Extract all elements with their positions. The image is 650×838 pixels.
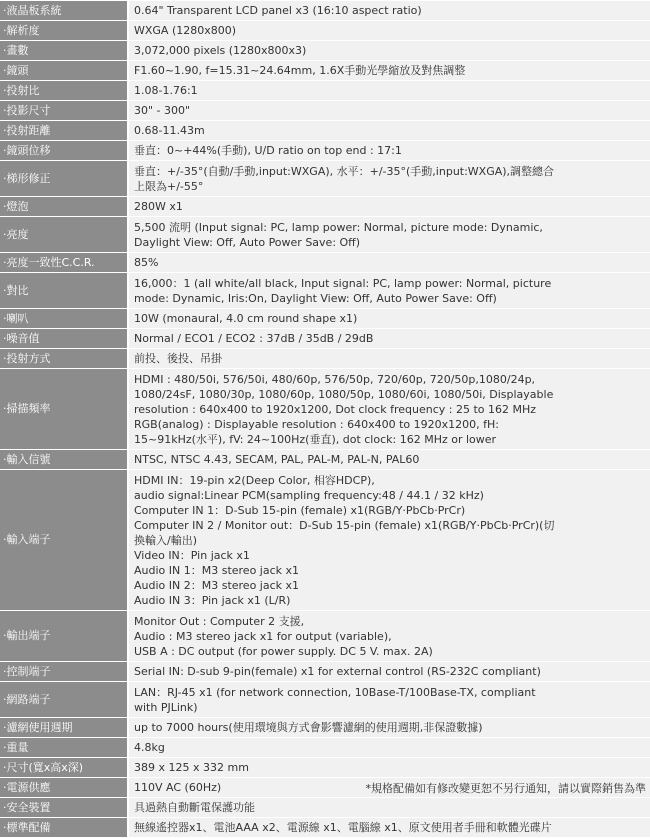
spec-value-line: 0.68-11.43m xyxy=(134,123,646,138)
spec-value-line: Audio IN 2：M3 stereo jack x1 xyxy=(134,578,646,593)
spec-value-line: Computer IN 1：D-Sub 15-pin (female) x1(RGB/Y·PbCb·PrCr) xyxy=(134,503,646,518)
spec-value xyxy=(128,61,650,81)
spec-row xyxy=(0,141,650,161)
spec-value xyxy=(128,197,650,217)
spec-row xyxy=(0,101,650,121)
spec-value-line: WXGA (1280x800) xyxy=(134,23,646,38)
spec-label: ‧重量 xyxy=(0,738,128,758)
spec-row xyxy=(0,470,650,611)
spec-label: ‧鏡頭位移 xyxy=(0,141,128,161)
spec-value-line: 3,072,000 pixels (1280x800x3) xyxy=(134,43,646,58)
spec-value xyxy=(128,81,650,101)
spec-value-line: 0.64" Transparent LCD panel x3 (16:10 aspect ratio) xyxy=(134,3,646,18)
spec-value-line: 110V AC (60Hz) xyxy=(134,780,646,795)
spec-value xyxy=(128,611,650,662)
spec-value-line: Audio IN 3：Pin jack x1 (L/R) xyxy=(134,593,646,608)
spec-value xyxy=(128,217,650,253)
spec-value xyxy=(128,329,650,349)
spec-value xyxy=(128,141,650,161)
spec-value-line: resolution : 640x400 to 1920x1200, Dot clock frequency : 25 to 162 MHz xyxy=(134,402,646,417)
spec-value xyxy=(128,1,650,21)
footnote: *規格配備如有修改變更恕不另行通知，請以實際銷售為準 xyxy=(366,780,647,796)
spec-row xyxy=(0,369,650,450)
spec-value-line: mode: Dynamic, Iris:On, Daylight View: Off, Auto Power Save: Off) xyxy=(134,291,646,306)
spec-value-line: 1080/24sF, 1080/30p, 1080/60p, 1080/50p, 1080/60i, 1080/50i, Displayable xyxy=(134,387,646,402)
spec-value xyxy=(128,738,650,758)
spec-label: ‧標準配備 xyxy=(0,818,128,838)
spec-label: ‧液晶板系統 xyxy=(0,1,128,21)
spec-value xyxy=(128,450,650,470)
spec-row xyxy=(0,61,650,81)
spec-value xyxy=(128,161,650,197)
spec-row xyxy=(0,81,650,101)
spec-value-line: Audio : M3 stereo jack x1 for output (variable), xyxy=(134,629,646,644)
spec-value xyxy=(128,41,650,61)
spec-value xyxy=(128,21,650,41)
spec-value-line: audio signal:Linear PCM(sampling frequency:48 / 44.1 / 32 kHz) xyxy=(134,488,646,503)
spec-row xyxy=(0,217,650,253)
spec-value-line: 30" - 300" xyxy=(134,103,646,118)
spec-label: ‧輸出端子 xyxy=(0,611,128,662)
spec-value-line: 4.8kg xyxy=(134,740,646,755)
spec-label: ‧亮度一致性C.C.R. xyxy=(0,253,128,273)
spec-row xyxy=(0,450,650,470)
spec-label: ‧網路端子 xyxy=(0,682,128,718)
spec-label: ‧掃描頻率 xyxy=(0,369,128,450)
spec-label: ‧輸入端子 xyxy=(0,470,128,611)
spec-value-line: 389 x 125 x 332 mm xyxy=(134,760,646,775)
spec-value-line: 15~91kHz(水平), fV: 24~100Hz(垂直), dot clock: 162 MHz or lower xyxy=(134,432,646,447)
spec-value-line: Daylight View: Off, Auto Power Save: Off) xyxy=(134,235,646,250)
spec-row xyxy=(0,41,650,61)
spec-value-line: HDMI IN：19-pin x2(Deep Color, 相容HDCP), xyxy=(134,473,646,488)
spec-row xyxy=(0,611,650,662)
spec-row xyxy=(0,253,650,273)
spec-value-line: 垂直：+/-35°(自動/手動,input:WXGA), 水平：+/-35°(手動,input:WXGA),調整總合 xyxy=(134,164,646,179)
spec-value-line: 1.08-1.76:1 xyxy=(134,83,646,98)
spec-value xyxy=(128,253,650,273)
spec-value xyxy=(128,101,650,121)
spec-value xyxy=(128,662,650,682)
spec-label: ‧電源供應 xyxy=(0,778,128,798)
spec-value-line: USB A : DC output (for power supply. DC 5 V. max. 2A) xyxy=(134,644,646,659)
spec-row xyxy=(0,21,650,41)
spec-value-line: NTSC, NTSC 4.43, SECAM, PAL, PAL-M, PAL-N, PAL60 xyxy=(134,452,646,467)
spec-label: ‧安全裝置 xyxy=(0,798,128,818)
spec-label: ‧濾網使用週期 xyxy=(0,718,128,738)
spec-row xyxy=(0,349,650,369)
spec-value-line: Normal / ECO1 / ECO2 : 37dB / 35dB / 29dB xyxy=(134,331,646,346)
spec-value xyxy=(128,369,650,450)
spec-value xyxy=(128,718,650,738)
spec-label: ‧鏡頭 xyxy=(0,61,128,81)
spec-value xyxy=(128,309,650,329)
spec-label: ‧亮度 xyxy=(0,217,128,253)
spec-value-line: with PJLink) xyxy=(134,700,646,715)
spec-row xyxy=(0,718,650,738)
spec-row xyxy=(0,197,650,217)
spec-value-line: Serial IN: D-sub 9-pin(female) x1 for external control (RS-232C compliant) xyxy=(134,664,646,679)
spec-value-line: LAN：RJ-45 x1 (for network connection, 10Base-T/100Base-TX, compliant xyxy=(134,685,646,700)
spec-value-line: RGB(analog) : Displayable resolution : 640x400 to 1920x1200, fH: xyxy=(134,417,646,432)
spec-label: ‧解析度 xyxy=(0,21,128,41)
spec-value xyxy=(128,470,650,611)
spec-value-line: 前投、後投、吊掛 xyxy=(134,351,646,366)
spec-row xyxy=(0,738,650,758)
spec-value-line: 10W (monaural, 4.0 cm round shape x1) xyxy=(134,311,646,326)
spec-value xyxy=(128,798,650,818)
spec-value-line: F1.60~1.90, f=15.31~24.64mm, 1.6X手動光學縮放及對焦調整 xyxy=(134,63,646,78)
spec-value xyxy=(128,273,650,309)
spec-value xyxy=(128,121,650,141)
spec-label: ‧投射比 xyxy=(0,81,128,101)
spec-value-line: Audio IN 1：M3 stereo jack x1 xyxy=(134,563,646,578)
spec-row xyxy=(0,758,650,778)
spec-row xyxy=(0,161,650,197)
spec-value-line: HDMI : 480/50i, 576/50i, 480/60p, 576/50p, 720/60p, 720/50p,1080/24p, xyxy=(134,372,646,387)
spec-value-line: 換輸入/輸出) xyxy=(134,533,646,548)
spec-row xyxy=(0,309,650,329)
spec-row xyxy=(0,682,650,718)
spec-value-line: 具過熱自動斷電保護功能 xyxy=(134,800,646,815)
spec-label: ‧投影尺寸 xyxy=(0,101,128,121)
spec-label: ‧噪音值 xyxy=(0,329,128,349)
spec-value-line: 上限為+/-55° xyxy=(134,179,646,194)
spec-value-line: 280W x1 xyxy=(134,199,646,214)
spec-value-line: Video IN：Pin jack x1 xyxy=(134,548,646,563)
spec-label: ‧尺寸(寬x高x深) xyxy=(0,758,128,778)
spec-label: ‧喇叭 xyxy=(0,309,128,329)
spec-value-line: 無線遙控器x1、電池AAA x2、電源線 x1、電腦線 x1、原文使用者手冊和軟體光碟片 xyxy=(134,820,646,835)
spec-value-line: up to 7000 hours(使用環境與方式會影響濾網的使用週期,非保證數據) xyxy=(134,720,646,735)
spec-row xyxy=(0,1,650,21)
spec-value xyxy=(128,818,650,838)
spec-label: ‧控制端子 xyxy=(0,662,128,682)
spec-value xyxy=(128,682,650,718)
spec-value-line: 5,500 流明 (Input signal: PC, lamp power: Normal, picture mode: Dynamic, xyxy=(134,220,646,235)
spec-value-line: Computer IN 2 / Monitor out：D-Sub 15-pin (female) x1(RGB/Y·PbCb·PrCr)(切 xyxy=(134,518,646,533)
spec-row xyxy=(0,273,650,309)
spec-label: ‧燈泡 xyxy=(0,197,128,217)
spec-row xyxy=(0,329,650,349)
spec-label: ‧梯形修正 xyxy=(0,161,128,197)
spec-label: ‧畫數 xyxy=(0,41,128,61)
spec-label: ‧對比 xyxy=(0,273,128,309)
spec-value-line: 16,000：1 (all white/all black, Input signal: PC, lamp power: Normal, picture xyxy=(134,276,646,291)
spec-label: ‧投射方式 xyxy=(0,349,128,369)
spec-label: ‧輸入信號 xyxy=(0,450,128,470)
spec-value xyxy=(128,349,650,369)
spec-value xyxy=(128,758,650,778)
spec-value-line: 垂直：0~+44%(手動), U/D ratio on top end : 17:1 xyxy=(134,143,646,158)
spec-row xyxy=(0,121,650,141)
spec-value-line: Monitor Out : Computer 2 支援, xyxy=(134,614,646,629)
spec-row xyxy=(0,818,650,838)
spec-row xyxy=(0,662,650,682)
spec-row xyxy=(0,798,650,818)
spec-value-line: 85% xyxy=(134,255,646,270)
spec-label: ‧投射距離 xyxy=(0,121,128,141)
